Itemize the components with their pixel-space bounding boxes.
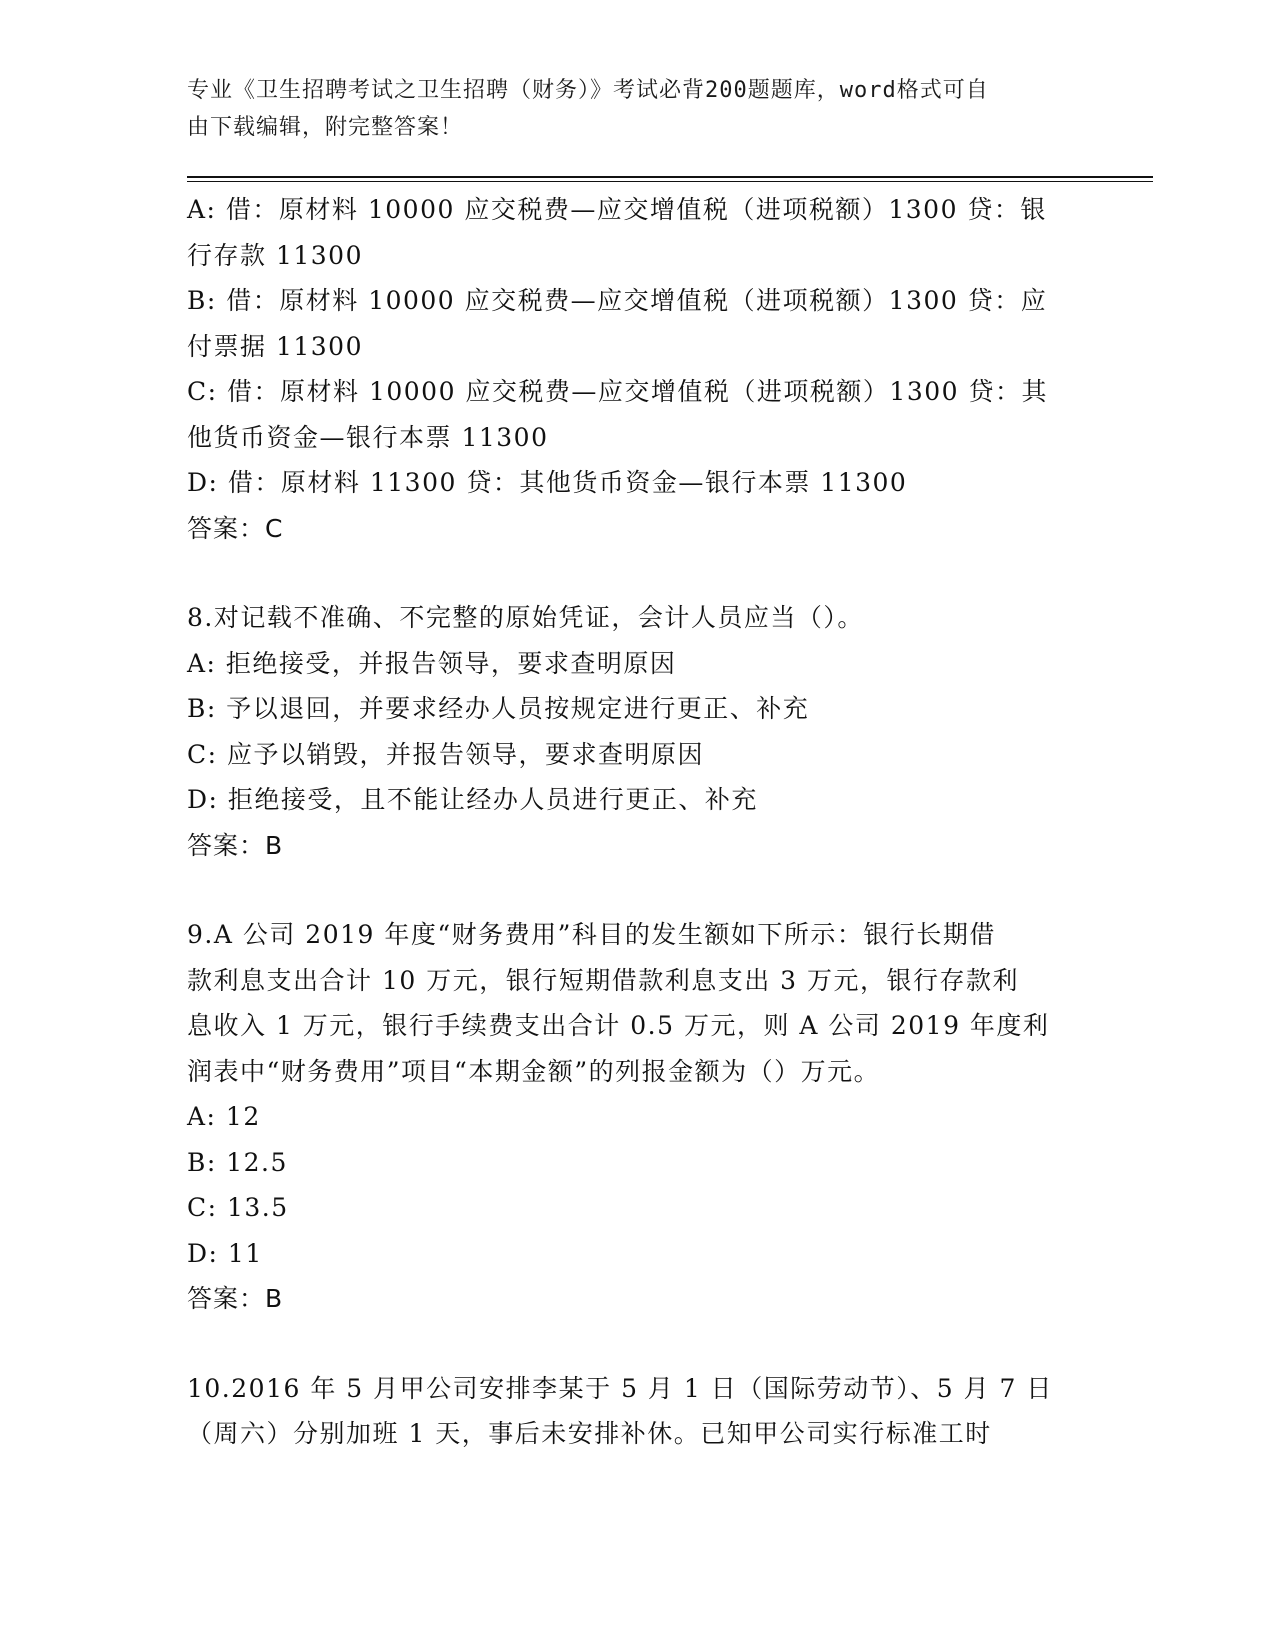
q7-option-c-line-2: 他货币资金—银行本票 11300 <box>187 422 549 452</box>
q9-stem-line-2: 款利息支出合计 10 万元，银行短期借款利息支出 3 万元，银行存款利 <box>187 965 1020 995</box>
q9-answer: 答案：B <box>187 1284 284 1313</box>
question-spacer <box>187 868 1087 912</box>
q9-stem-line-4: 润表中“财务费用”项目“本期金额”的列报金额为（）万元。 <box>187 1056 881 1086</box>
q8-option-a: A: 拒绝接受，并报告领导，要求查明原因 <box>187 648 677 678</box>
q8-option-d: D: 拒绝接受，且不能让经办人员进行更正、补充 <box>187 785 758 814</box>
q8-answer: 答案：B <box>187 830 284 860</box>
document-body <box>187 187 1087 1457</box>
q7-option-a-line-2: 行存款 11300 <box>187 240 363 270</box>
q9-option-a: A: 12 <box>187 1102 261 1131</box>
q10-stem-line-1: 10.2016 年 5 月甲公司安排李某于 5 月 1 日（国际劳动节）、5 月 7 日 <box>187 1373 1053 1403</box>
q9-option-b: B: 12.5 <box>187 1147 288 1177</box>
q8-stem: 8.对记载不准确、不完整的原始凭证，会计人员应当（）。 <box>187 603 864 632</box>
header-divider-thick <box>187 176 1153 178</box>
q9-option-d: D: 11 <box>187 1238 263 1268</box>
question-spacer <box>187 1322 1087 1366</box>
q7-option-d: D: 借：原材料 11300 贷：其他货币资金—银行本票 11300 <box>187 468 908 497</box>
q9-option-c: C: 13.5 <box>187 1193 289 1222</box>
document-header <box>187 72 1067 146</box>
header-title-line-2: 由下载编辑，附完整答案！ <box>187 115 464 140</box>
question-9 <box>187 912 1087 1322</box>
header-title-line-1: 专业《卫生招聘考试之卫生招聘（财务）》考试必背200题题库，word格式可自 <box>187 78 989 103</box>
q9-stem-line-1: 9.A 公司 2019 年度“财务费用”科目的发生额如下所示：银行长期借 <box>187 920 996 949</box>
q9-stem-line-3: 息收入 1 万元，银行手续费支出合计 0.5 万元，则 A 公司 2019 年度利 <box>187 1011 1050 1040</box>
question-10 <box>187 1366 1087 1457</box>
q7-option-b-line-2: 付票据 11300 <box>187 331 363 361</box>
q8-option-b: B: 予以退回，并要求经办人员按规定进行更正、补充 <box>187 694 810 723</box>
question-spacer <box>187 551 1087 595</box>
q10-stem-line-2: （周六）分别加班 1 天，事后未安排补休。已知甲公司实行标准工时 <box>187 1419 992 1448</box>
q7-option-b-line-1: B: 借：原材料 10000 应交税费—应交增值税（进项税额）1300 贷：应 <box>187 286 1048 315</box>
q7-answer: 答案：C <box>187 513 284 543</box>
question-8 <box>187 595 1087 868</box>
q7-option-a-line-1: A: 借：原材料 10000 应交税费—应交增值税（进项税额）1300 贷：银 <box>187 195 1047 224</box>
question-7 <box>187 187 1087 551</box>
header-divider-thin <box>187 181 1153 182</box>
q8-option-c: C: 应予以销毁，并报告领导，要求查明原因 <box>187 739 704 769</box>
q7-option-c-line-1: C: 借：原材料 10000 应交税费—应交增值税（进项税额）1300 贷：其 <box>187 377 1048 406</box>
